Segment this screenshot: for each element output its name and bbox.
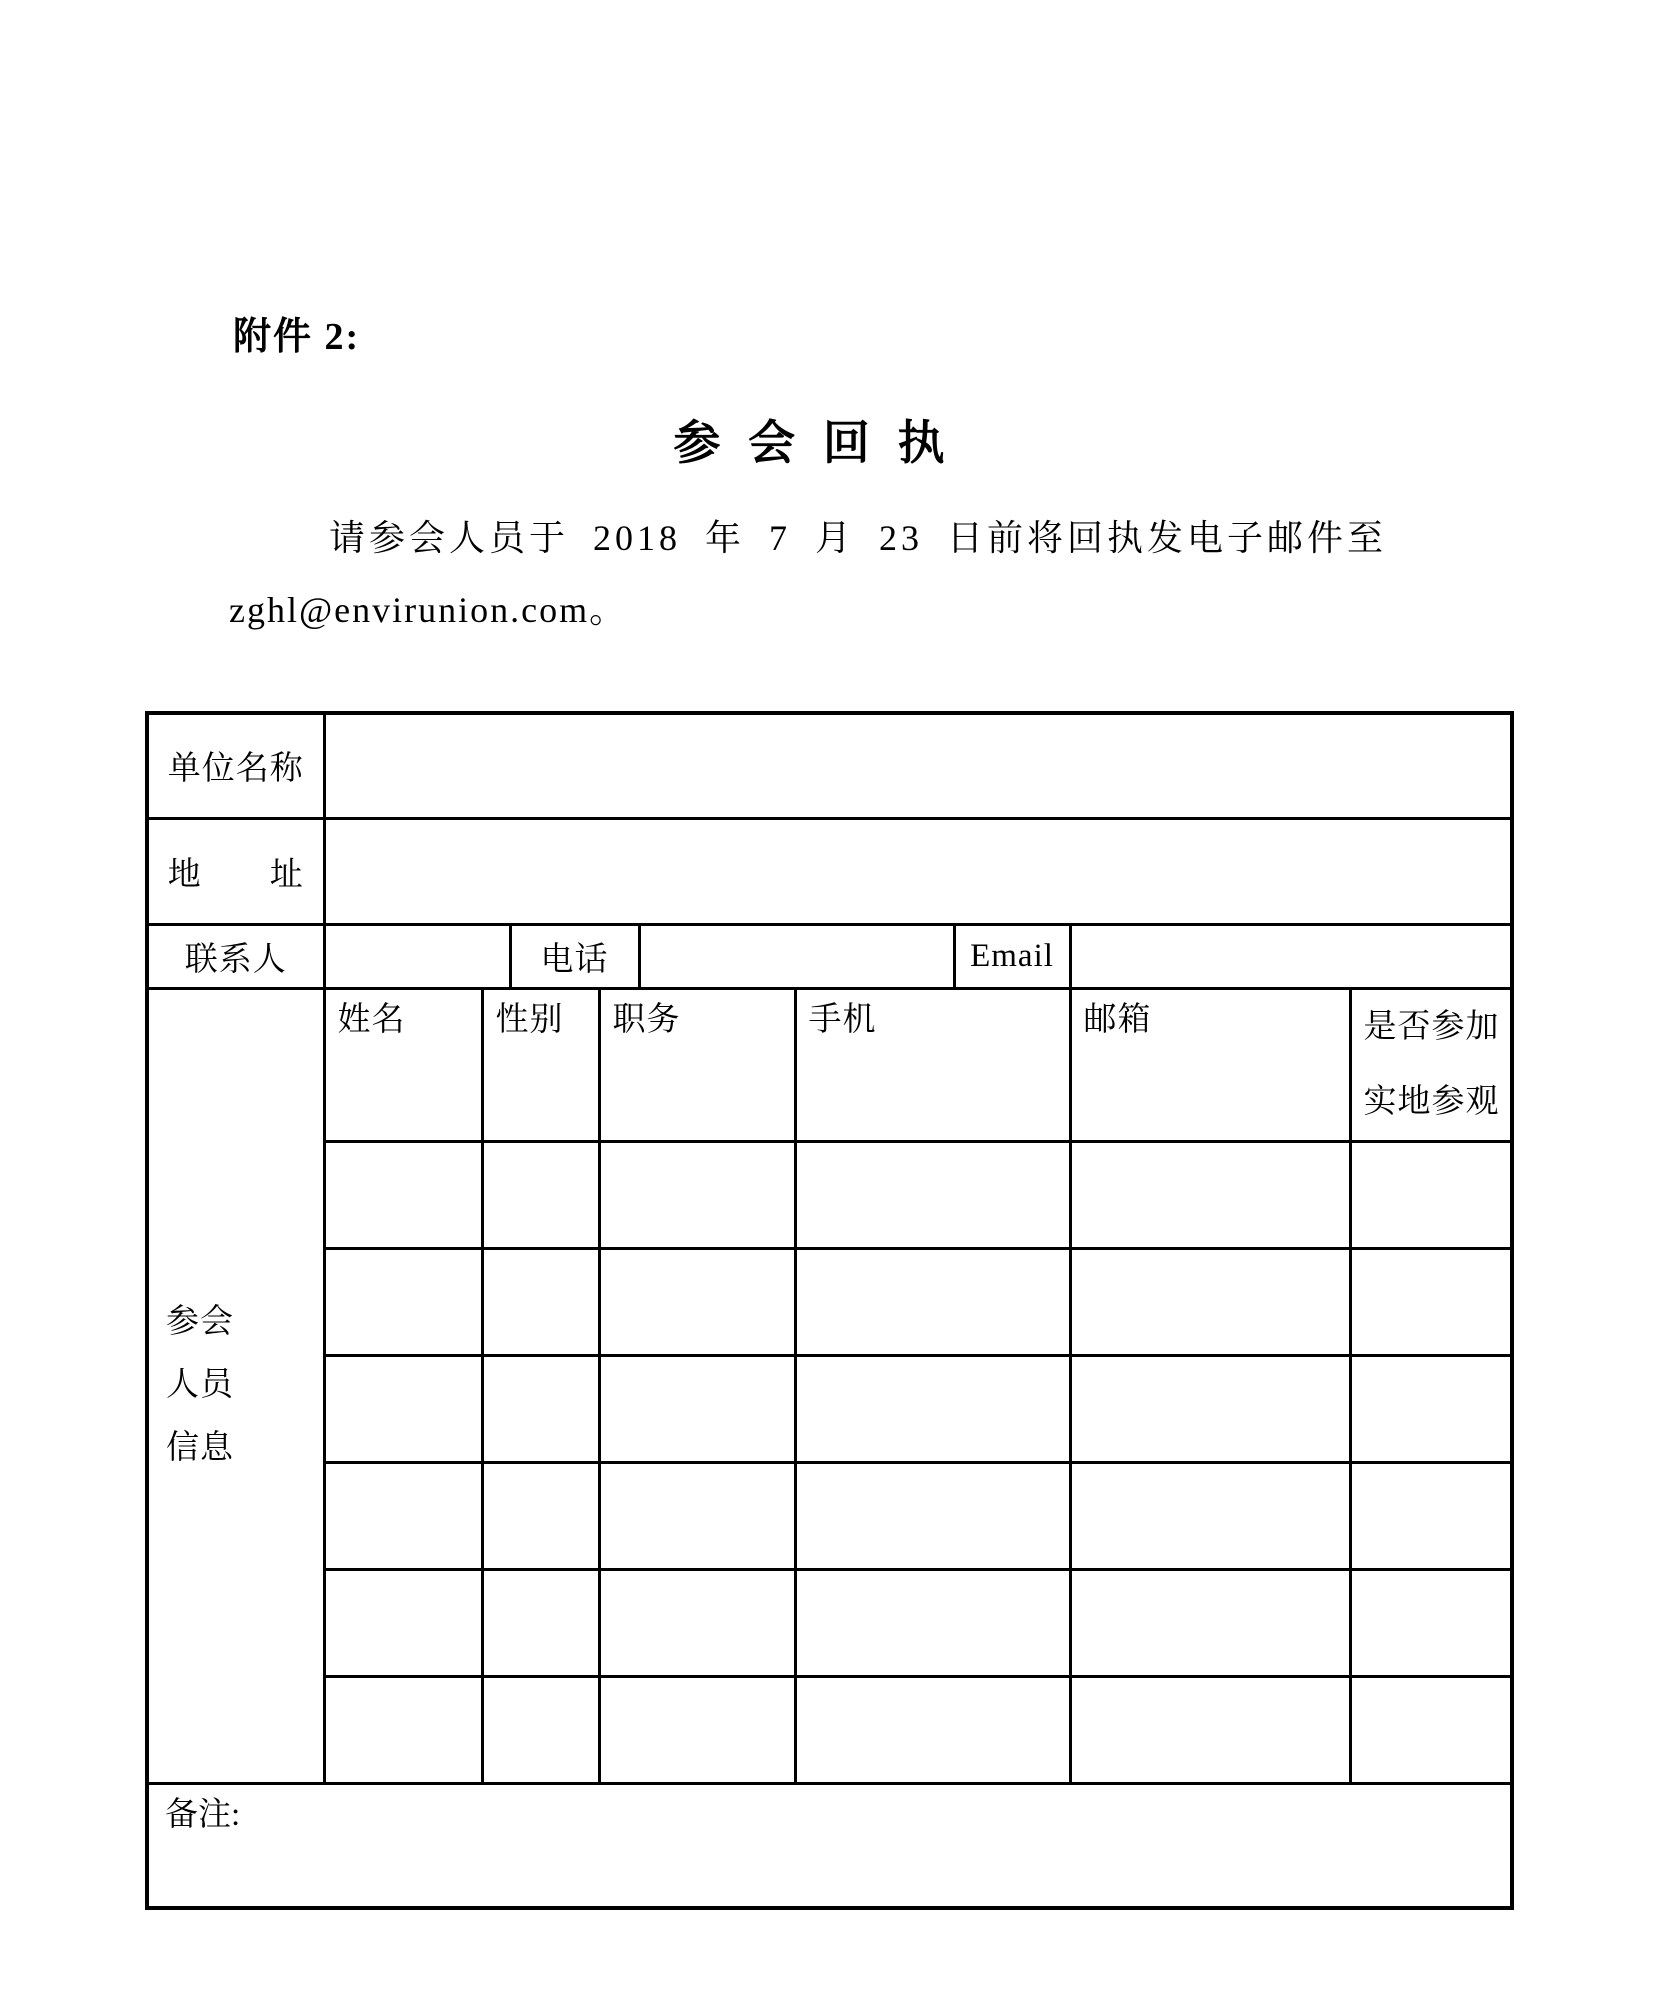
participant-row-2 xyxy=(147,1248,1512,1355)
position-cell xyxy=(599,1248,795,1355)
participants-label-line-3: 信息 xyxy=(166,1430,234,1466)
page-title: 参 会 回 执 xyxy=(673,418,947,470)
mobile-cell xyxy=(795,1676,1070,1783)
visit-cell xyxy=(1350,1462,1512,1569)
col-email-label: 邮箱 xyxy=(1070,988,1350,1141)
participant-row-5 xyxy=(147,1569,1512,1676)
gender-cell xyxy=(482,1569,599,1676)
position-cell xyxy=(599,1141,795,1248)
email-cell xyxy=(1070,1676,1350,1783)
gender-cell xyxy=(482,1141,599,1248)
email-label: Email xyxy=(954,924,1070,988)
name-cell xyxy=(324,1569,482,1676)
position-cell xyxy=(599,1462,795,1569)
col-visit-label xyxy=(1350,988,1512,1141)
visit-cell xyxy=(1350,1676,1512,1783)
mobile-cell xyxy=(795,1569,1070,1676)
visit-cell xyxy=(1350,1355,1512,1462)
participant-row-4 xyxy=(147,1462,1512,1569)
participant-header-row xyxy=(147,988,1512,1141)
col-position-label: 职务 xyxy=(599,988,795,1141)
name-cell xyxy=(324,1141,482,1248)
col-gender-label: 性别 xyxy=(482,988,599,1141)
visit-cell xyxy=(1350,1141,1512,1248)
email-cell xyxy=(1070,1355,1350,1462)
position-cell xyxy=(599,1676,795,1783)
contact-input-cell xyxy=(324,924,510,988)
address-input-cell xyxy=(324,818,1512,924)
company-name-label: 单位名称 xyxy=(147,713,324,818)
company-name-input-cell xyxy=(324,713,1512,818)
gender-cell xyxy=(482,1248,599,1355)
participant-row-3 xyxy=(147,1355,1512,1462)
email-input-cell xyxy=(1070,924,1512,988)
email-cell xyxy=(1070,1462,1350,1569)
intro-line-1: 请参会人员于 2018 年 7 月 23 日前将回执发电子邮件至 xyxy=(329,518,1388,558)
name-cell xyxy=(324,1462,482,1569)
contact-label: 联系人 xyxy=(147,924,324,988)
reply-form-table xyxy=(145,711,1514,1910)
gender-cell xyxy=(482,1462,599,1569)
company-name-row xyxy=(147,713,1512,818)
participants-label-line-2: 人员 xyxy=(166,1367,234,1403)
col-name-label: 姓名 xyxy=(324,988,482,1141)
col-mobile-label: 手机 xyxy=(795,988,1070,1141)
mobile-cell xyxy=(795,1355,1070,1462)
position-cell xyxy=(599,1355,795,1462)
remarks-cell xyxy=(147,1783,1512,1908)
email-cell xyxy=(1070,1141,1350,1248)
name-cell xyxy=(324,1248,482,1355)
phone-label: 电话 xyxy=(510,924,639,988)
visit-cell xyxy=(1350,1569,1512,1676)
participant-row-1 xyxy=(147,1141,1512,1248)
intro-line-2: zghl@envirunion.com。 xyxy=(229,590,628,630)
position-cell xyxy=(599,1569,795,1676)
name-cell xyxy=(324,1355,482,1462)
email-cell xyxy=(1070,1248,1350,1355)
gender-cell xyxy=(482,1676,599,1783)
phone-input-cell xyxy=(639,924,954,988)
email-cell xyxy=(1070,1569,1350,1676)
name-cell xyxy=(324,1676,482,1783)
mobile-cell xyxy=(795,1248,1070,1355)
address-label: 地 址 xyxy=(147,818,324,924)
participants-info-label xyxy=(147,988,324,1783)
contact-row xyxy=(147,924,1512,988)
visit-cell xyxy=(1350,1248,1512,1355)
mobile-cell xyxy=(795,1141,1070,1248)
mobile-cell xyxy=(795,1462,1070,1569)
remarks-row xyxy=(147,1783,1512,1908)
col-visit-label-line-1: 是否参加 xyxy=(1363,1008,1500,1045)
address-row xyxy=(147,818,1512,924)
col-visit-label-line-2: 实地参观 xyxy=(1363,1083,1500,1120)
gender-cell xyxy=(482,1355,599,1462)
remarks-label: 备注: xyxy=(165,1796,241,1833)
participants-label-line-1: 参会 xyxy=(166,1304,234,1340)
attachment-label: 附件 2: xyxy=(233,316,361,358)
participant-row-6 xyxy=(147,1676,1512,1783)
